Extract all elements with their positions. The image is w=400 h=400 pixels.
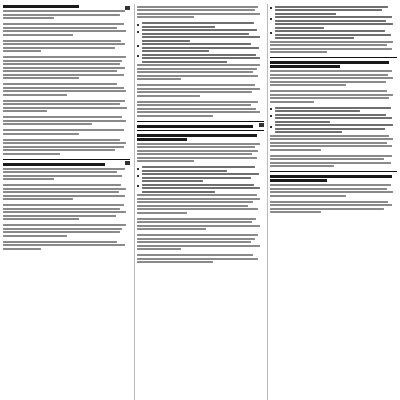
text-line xyxy=(270,84,346,86)
paragraph xyxy=(137,143,264,163)
text-line xyxy=(137,208,259,210)
text-line xyxy=(3,17,54,19)
text-line xyxy=(137,134,258,137)
text-line xyxy=(275,117,392,119)
text-line xyxy=(3,63,120,65)
text-line xyxy=(3,195,125,197)
text-line xyxy=(270,51,327,53)
paragraph xyxy=(137,84,264,97)
paragraph xyxy=(137,64,264,80)
text-line xyxy=(137,221,253,223)
list-item xyxy=(137,22,264,28)
section-heading xyxy=(3,159,130,166)
text-line xyxy=(142,184,254,186)
text-line xyxy=(137,150,259,152)
text-line xyxy=(142,43,252,45)
text-line xyxy=(3,110,47,112)
text-line xyxy=(3,244,125,246)
list-item xyxy=(137,43,264,52)
text-line xyxy=(3,27,117,29)
paragraph xyxy=(270,90,397,103)
text-line xyxy=(275,16,392,18)
text-line xyxy=(3,208,120,210)
text-line xyxy=(270,211,321,213)
text-line xyxy=(3,146,124,148)
text-line xyxy=(3,94,67,96)
text-line xyxy=(137,225,260,227)
text-line xyxy=(3,123,92,125)
text-line xyxy=(137,78,181,80)
text-line xyxy=(270,155,392,157)
text-line xyxy=(142,33,249,35)
text-line xyxy=(270,145,392,147)
paragraph xyxy=(137,254,264,263)
text-line xyxy=(137,101,259,103)
text-line xyxy=(3,74,124,76)
text-line xyxy=(142,57,260,59)
list-item xyxy=(270,107,397,113)
text-line xyxy=(3,228,122,230)
text-line xyxy=(137,198,260,200)
text-column xyxy=(3,4,130,400)
text-line xyxy=(137,9,255,11)
text-line xyxy=(137,104,251,106)
bullet-list xyxy=(137,22,264,63)
text-line xyxy=(3,83,117,85)
text-line xyxy=(137,6,259,8)
paragraph xyxy=(3,10,130,19)
text-line xyxy=(137,241,251,243)
text-line xyxy=(137,238,255,240)
text-line xyxy=(3,120,126,122)
text-line xyxy=(137,212,188,214)
text-line xyxy=(275,34,391,36)
paragraph xyxy=(3,168,130,181)
text-line xyxy=(3,10,125,12)
bullet-list xyxy=(270,6,397,40)
text-line xyxy=(137,95,201,97)
text-line xyxy=(275,27,324,29)
text-line xyxy=(270,65,340,68)
text-line xyxy=(142,36,260,38)
text-line xyxy=(137,143,260,145)
text-line xyxy=(3,87,124,89)
list-item xyxy=(270,30,397,39)
text-line xyxy=(142,177,252,179)
list-item xyxy=(137,166,264,172)
text-line xyxy=(137,205,249,207)
text-line xyxy=(3,43,125,45)
text-line xyxy=(142,180,203,182)
text-line xyxy=(137,71,254,73)
text-line xyxy=(270,195,346,197)
section-heading xyxy=(270,171,397,182)
text-line xyxy=(270,74,388,76)
paragraph xyxy=(270,41,397,54)
text-line xyxy=(142,187,260,189)
text-line xyxy=(270,158,384,160)
text-line xyxy=(270,138,393,140)
text-line xyxy=(3,47,115,49)
text-line xyxy=(3,188,126,190)
text-line xyxy=(142,61,227,63)
text-line xyxy=(3,129,124,131)
text-line xyxy=(275,121,330,123)
section-heading xyxy=(137,121,264,128)
text-line xyxy=(270,48,392,50)
list-item xyxy=(137,54,264,63)
text-line xyxy=(137,228,207,230)
text-line xyxy=(270,44,387,46)
paragraph xyxy=(137,194,264,214)
text-line xyxy=(3,103,120,105)
text-line xyxy=(270,149,321,151)
text-line xyxy=(3,14,120,16)
text-line xyxy=(3,34,73,36)
text-line xyxy=(3,60,122,62)
paragraph xyxy=(137,234,264,250)
paragraph xyxy=(137,218,264,231)
text-line xyxy=(137,84,255,86)
text-line xyxy=(270,191,393,193)
text-line xyxy=(137,125,254,128)
text-line xyxy=(270,142,387,144)
text-line xyxy=(275,23,393,25)
list-item xyxy=(137,173,264,182)
text-line xyxy=(275,9,382,11)
text-line xyxy=(275,124,393,126)
text-line xyxy=(270,101,314,103)
text-line xyxy=(137,111,260,113)
text-line xyxy=(137,258,259,260)
text-line xyxy=(3,218,79,220)
text-line xyxy=(270,175,392,178)
paragraph xyxy=(3,40,130,53)
paragraph xyxy=(3,23,130,36)
list-item xyxy=(137,184,264,193)
paragraph xyxy=(3,241,130,250)
list-item xyxy=(270,6,397,15)
text-line xyxy=(275,128,385,130)
text-line xyxy=(3,23,124,25)
text-line xyxy=(137,218,256,220)
text-line xyxy=(275,6,388,8)
text-line xyxy=(3,77,79,79)
text-line xyxy=(275,30,385,32)
text-line xyxy=(137,254,254,256)
heading-marker xyxy=(259,123,264,127)
text-line xyxy=(3,70,117,72)
text-line xyxy=(3,204,124,206)
text-line xyxy=(137,68,258,70)
text-line xyxy=(275,131,342,133)
text-line xyxy=(142,170,227,172)
text-line xyxy=(137,75,259,77)
bullet-list xyxy=(137,166,264,193)
text-line xyxy=(3,241,117,243)
text-line xyxy=(137,261,213,263)
text-line xyxy=(270,204,392,206)
list-item xyxy=(270,16,397,29)
text-line xyxy=(137,248,181,250)
text-line xyxy=(3,211,126,213)
text-line xyxy=(142,22,254,24)
text-line xyxy=(275,107,391,109)
text-line xyxy=(137,64,260,66)
text-line xyxy=(3,56,126,58)
section-heading xyxy=(3,5,130,8)
paragraph xyxy=(3,83,130,96)
text-line xyxy=(275,114,386,116)
text-line xyxy=(142,26,215,28)
list-item xyxy=(270,114,397,123)
text-line xyxy=(3,149,115,151)
text-line xyxy=(3,224,126,226)
list-item xyxy=(137,29,264,42)
bullet-list xyxy=(270,107,397,134)
text-line xyxy=(137,88,260,90)
text-line xyxy=(270,77,393,79)
text-line xyxy=(275,110,360,112)
text-line xyxy=(3,5,79,8)
text-line xyxy=(142,50,209,52)
text-line xyxy=(3,116,122,118)
section-heading xyxy=(270,57,397,68)
text-line xyxy=(142,29,258,31)
text-line xyxy=(3,163,105,166)
paragraph xyxy=(3,224,130,237)
text-line xyxy=(3,191,119,193)
section-heading xyxy=(137,130,264,141)
text-line xyxy=(3,231,120,233)
text-line xyxy=(137,91,253,93)
paragraph xyxy=(3,139,130,155)
text-line xyxy=(270,135,389,137)
text-line xyxy=(270,94,393,96)
heading-marker xyxy=(125,6,130,10)
paragraph xyxy=(137,101,264,117)
text-line xyxy=(137,157,258,159)
text-line xyxy=(3,142,126,144)
text-line xyxy=(137,115,213,117)
text-line xyxy=(137,153,253,155)
paragraph xyxy=(3,100,130,113)
text-line xyxy=(137,160,194,162)
text-line xyxy=(3,107,127,109)
text-line xyxy=(137,194,258,196)
text-line xyxy=(3,175,122,177)
text-line xyxy=(3,100,125,102)
text-line xyxy=(270,41,393,43)
text-line xyxy=(3,30,126,32)
text-line xyxy=(3,168,125,170)
text-line xyxy=(270,97,389,99)
text-line xyxy=(3,67,125,69)
text-line xyxy=(142,54,257,56)
paragraph xyxy=(270,70,397,86)
text-line xyxy=(270,61,389,64)
text-line xyxy=(270,70,392,72)
text-line xyxy=(3,235,67,237)
text-line xyxy=(3,215,116,217)
paragraph xyxy=(270,155,397,168)
text-line xyxy=(3,139,120,141)
text-column xyxy=(267,4,397,400)
text-line xyxy=(270,162,391,164)
text-line xyxy=(137,245,260,247)
text-line xyxy=(3,171,117,173)
text-line xyxy=(3,133,79,135)
text-line xyxy=(137,13,260,15)
text-line xyxy=(137,234,259,236)
paragraph xyxy=(3,204,130,220)
text-line xyxy=(3,40,121,42)
text-line xyxy=(142,40,191,42)
paragraph xyxy=(3,184,130,200)
text-line xyxy=(270,90,387,92)
text-line xyxy=(3,178,54,180)
text-line xyxy=(270,208,384,210)
text-line xyxy=(270,179,327,182)
paragraph xyxy=(137,6,264,19)
text-line xyxy=(137,201,254,203)
text-line xyxy=(3,198,73,200)
text-line xyxy=(275,20,386,22)
text-line xyxy=(270,81,386,83)
paragraph xyxy=(3,56,130,79)
text-line xyxy=(270,165,334,167)
text-line xyxy=(142,191,215,193)
heading-marker xyxy=(125,161,130,165)
paragraph xyxy=(270,135,397,151)
list-item xyxy=(270,124,397,133)
text-line xyxy=(3,50,41,52)
text-line xyxy=(275,13,336,15)
paragraph xyxy=(270,184,397,197)
text-line xyxy=(142,173,259,175)
text-line xyxy=(270,201,388,203)
text-line xyxy=(142,166,255,168)
text-line xyxy=(270,184,391,186)
text-line xyxy=(275,37,354,39)
paragraph xyxy=(3,116,130,125)
text-line xyxy=(142,47,259,49)
text-line xyxy=(3,184,121,186)
text-line xyxy=(3,248,41,250)
text-line xyxy=(3,153,60,155)
text-line xyxy=(137,138,188,141)
text-line xyxy=(270,188,387,190)
text-line xyxy=(137,146,255,148)
paragraph xyxy=(3,129,130,135)
text-line xyxy=(3,90,126,92)
text-line xyxy=(137,16,194,18)
text-column xyxy=(134,4,264,400)
paragraph xyxy=(270,201,397,214)
text-line xyxy=(137,108,256,110)
